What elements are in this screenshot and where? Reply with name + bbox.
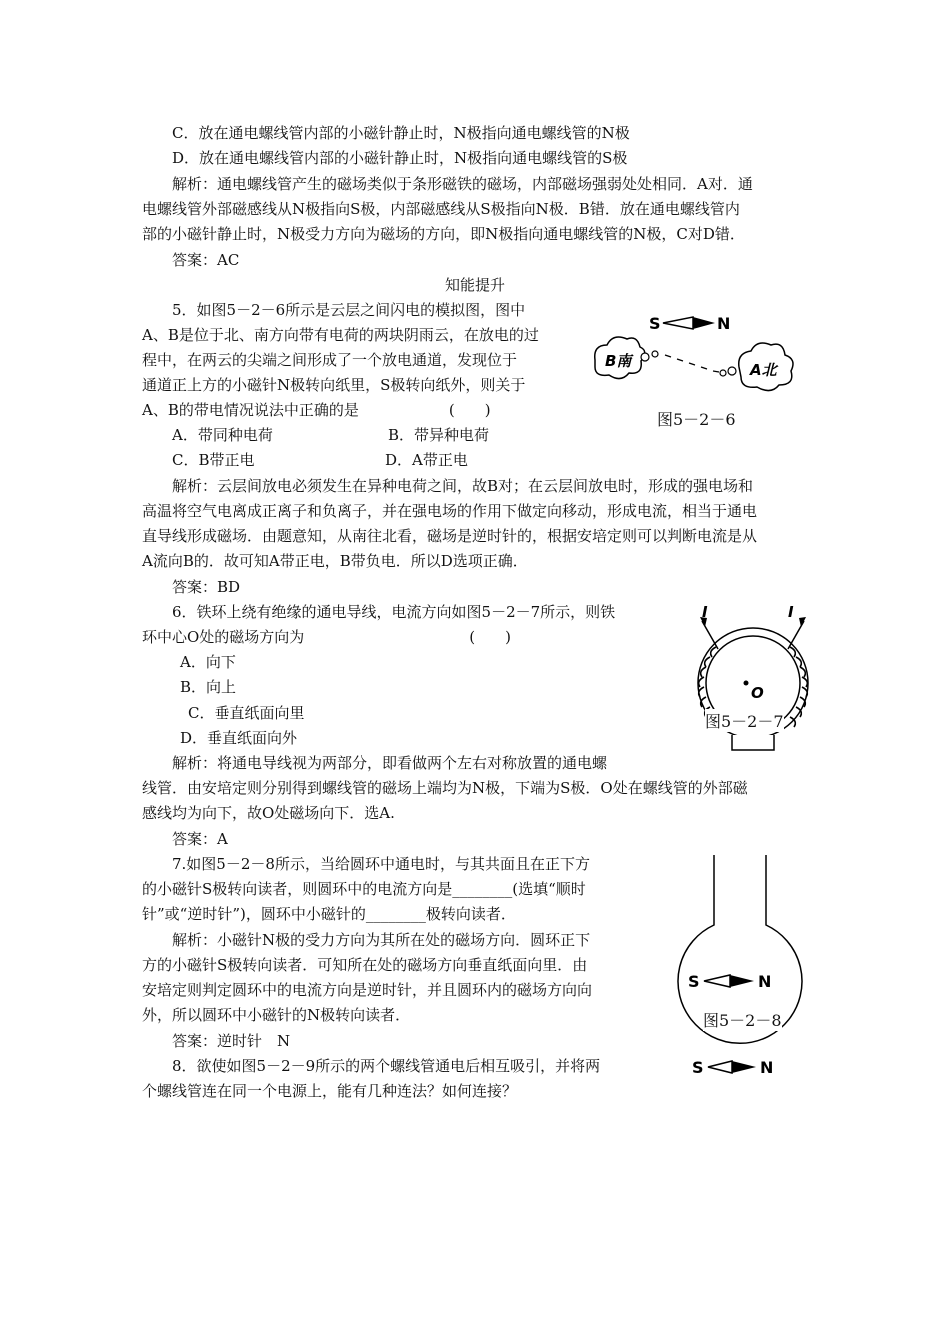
analysis-q6-line3: 感线均为向下，故O处磁场向下．选A. [142,804,395,822]
inner-needle-n-half [730,975,754,987]
analysis-q4-line1: 解析：通电螺线管产生的磁场类似于条形磁铁的磁场，内部磁场强弱处处相同．A对．通 [172,175,753,193]
inner-needle-s-label: S [688,972,700,991]
analysis-q5-line4: A流向B的．故可知A带正电，B带负电．所以D选项正确． [142,552,528,570]
analysis-q5-line2: 高温将空气电离成正离子和负离子，并在强电场的作用下做定向移动，形成电流，相当于通电 [142,502,758,520]
current-left-label: I [702,605,708,621]
option-a-q5: A．带同种电荷 [172,426,273,444]
analysis-q7-line1: 解析：小磁针N极的受力方向为其所在处的磁场方向．圆环正下 [172,931,591,949]
question-5-line2: A、B是位于北、南方向带有电荷的两块阴雨云，在放电的过 [142,326,539,344]
needle-s-label: S [649,314,661,333]
option-c-q4: C．放在通电螺线管内部的小磁针静止时，N极指向通电螺线管的N极 [172,124,630,142]
outer-needle-n-label: N [760,1058,774,1077]
outer-needle-s-label: S [692,1058,704,1077]
needle-s-half [663,317,693,329]
circular-loop-diagram [670,855,810,1085]
analysis-q4-line2: 电螺线管外部磁感线从N极指向S极，内部磁感线从S极指向N极．B错．放在通电螺线管内 [142,200,740,218]
option-d-q5: D．A带正电 [385,451,468,469]
iron-ring-diagram [690,605,820,755]
analysis-q7-line2: 方的小磁针S极转向读者．可知所在处的磁场方向垂直纸面向里．由 [142,956,588,974]
outer-needle-s-half [708,1061,732,1073]
question-5-line3: 程中，在两云的尖端之间形成了一个放电通道，发现位于 [142,351,518,369]
cloud-b-tip-1 [641,353,649,361]
needle-n-half [693,317,715,329]
answer-q5: 答案：BD [172,578,241,596]
question-5-line1: 5．如图5－2－6所示是云层之间闪电的模拟图，图中 [172,301,526,319]
inner-needle-s-half [704,975,730,987]
current-right-label: I [788,605,794,621]
analysis-q7-line4: 外，所以圆环中小磁针的N极转向读者． [142,1006,411,1024]
ring-gap-base [732,735,774,750]
outer-needle-n-half [732,1061,756,1073]
cloud-b-tip-2 [652,351,658,357]
question-5-line5: A、B的带电情况说法中正确的是 ( ) [142,401,491,419]
center-point [744,681,749,686]
option-c-q5: C．B带正电 [172,451,255,469]
needle-n-label: N [717,314,731,333]
analysis-q7-line3: 安培定则判定圆环中的电流方向是逆时针，并且圆环内的磁场方向向 [142,981,593,999]
analysis-q4-line3: 部的小磁针静止时，N极受力方向为磁场的方向，即N极指向通电螺线管的N极，C对D错． [142,225,745,243]
analysis-q6-line1: 解析：将通电导线视为两部分，即看做两个左右对称放置的通电螺 [172,754,608,772]
option-b-q5: B．带异种电荷 [388,426,490,444]
option-a-q6: A．向下 [180,653,236,671]
option-d-q4: D．放在通电螺线管内部的小磁针静止时，N极指向通电螺线管的S极 [172,149,628,167]
question-8-line2: 个螺线管连在同一个电源上，能有几种连法？如何连接？ [142,1082,518,1100]
question-7-line3: 针”或“逆时针”)，圆环中小磁针的________极转向读者． [142,905,516,923]
section-title: 知能提升 [444,276,505,294]
current-right-arrow [799,617,806,627]
figure-5-2-6-caption: 图5－2－6 [657,410,736,429]
figure-5-2-8 [670,855,810,1085]
inner-needle-n-label: N [758,972,772,991]
question-8-line1: 8．欲使如图5－2－9所示的两个螺线管通电后相互吸引，并将两 [172,1057,601,1075]
cloud-a-tip-1 [720,370,726,376]
cloud-diagram [585,305,815,400]
option-b-q6: B．向上 [180,678,237,696]
analysis-q5-line3: 直导线形成磁场．由题意知，从南往北看，磁场是逆时针的，根据安培定则可以判断电流是从 [142,527,758,545]
analysis-q6-line2: 线管．由安培定则分别得到螺线管的磁场上端均为N极，下端为S极．O处在螺线管的外部磁 [142,779,748,797]
center-label: O [751,684,764,702]
option-c-q6: C．垂直纸面向里 [188,704,305,722]
option-d-q6: D．垂直纸面向外 [180,729,298,747]
question-6-line2: 环中心O处的磁场方向为 ( ) [142,628,512,646]
cloud-a-label: A北 [750,361,777,379]
answer-q7: 答案：逆时针 N [172,1032,291,1050]
figure-5-2-7-caption: 图5－2－7 [705,709,784,732]
figure-5-2-7 [690,605,820,755]
figure-5-2-8-caption: 图5－2－8 [703,1008,782,1031]
discharge-channel [665,355,719,372]
question-5-line4: 通道正上方的小磁针N极转向纸里，S极转向纸外，则关于 [142,376,526,394]
question-7-line2: 的小磁针S极转向读者，则圆环中的电流方向是________(选填“顺时 [142,880,586,898]
answer-q4: 答案：AC [172,251,240,269]
cloud-a-tip-2 [728,367,736,375]
question-7-line1: 7.如图5－2－8所示，当给圆环中通电时，与其共面且在正下方 [172,855,590,873]
answer-q6: 答案：A [172,830,228,848]
question-6-line1: 6．铁环上绕有绝缘的通电导线，电流方向如图5－2－7所示，则铁 [172,603,616,621]
analysis-q5-line1: 解析：云层间放电必须发生在异种电荷之间，故B对；在云层间放电时，形成的强电场和 [172,477,754,495]
figure-5-2-6 [585,305,815,400]
cloud-b-label: B南 [605,352,632,370]
